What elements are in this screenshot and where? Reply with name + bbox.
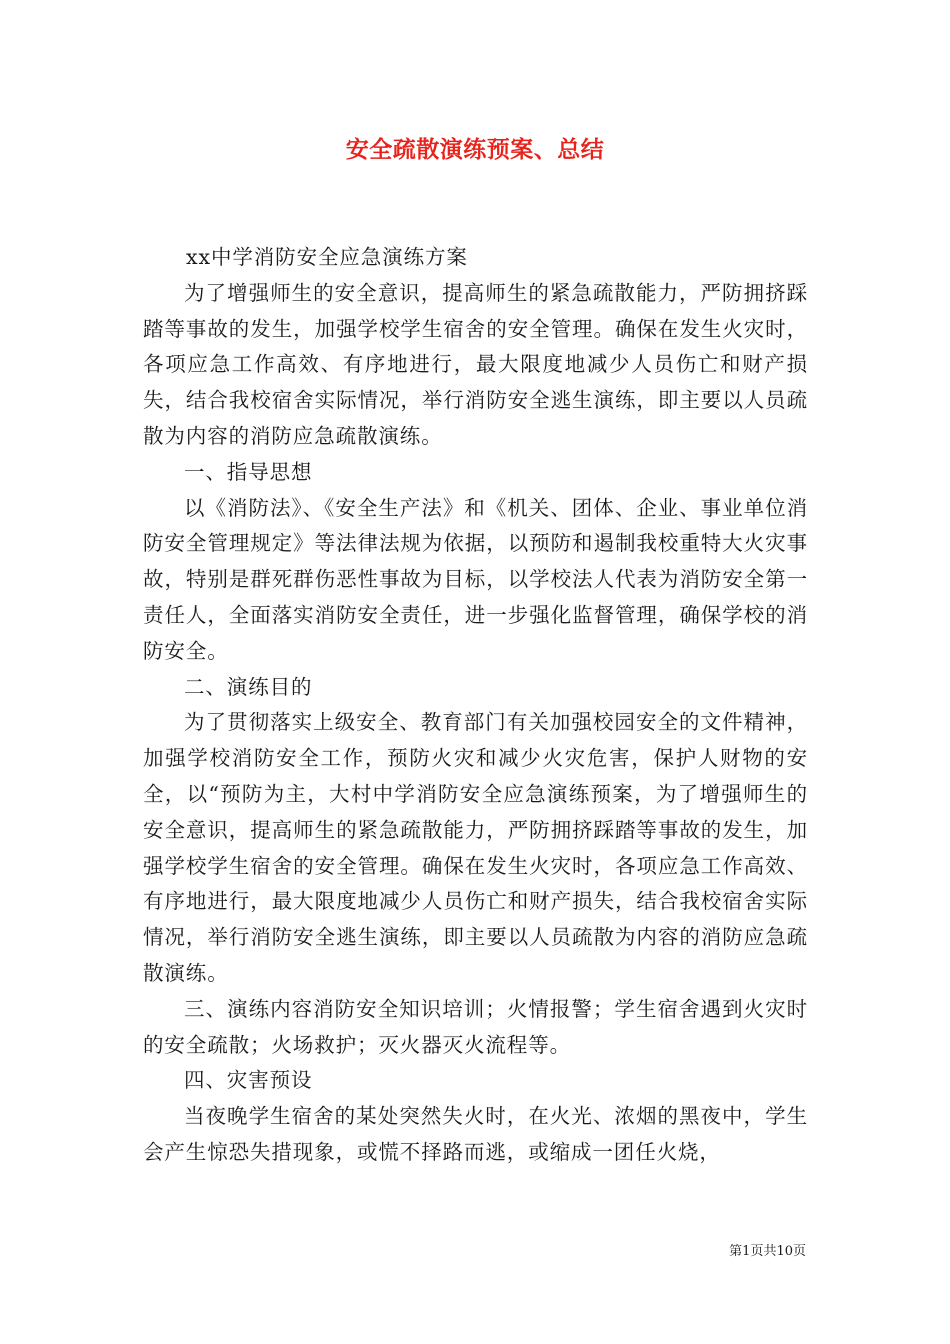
- section-heading-guiding-ideology: 一、指导思想: [184, 459, 313, 484]
- section-heading-drill-purpose: 二、演练目的: [184, 674, 313, 699]
- paragraph-guiding-ideology: 以《消防法》、《安全生产法》和《机关、团体、企业、事业单位消防安全管理规定》等法律法规为依据，以预防和遏制我校重特大火灾事故，特别是群死群伤恶性事故为目标，以学校法人代表为消防安全第一责任人，全面落实消防安全责任，进一步强化监督管理，确保学校的消防安全。: [143, 495, 808, 663]
- page-number: 第1页共10页: [729, 1244, 806, 1259]
- section-heading-disaster-scenario: 四、灾害预设: [184, 1068, 313, 1093]
- paragraph-intro: 为了增强师生的安全意识，提高师生的紧急疏散能力，严防拥挤踩踏等事故的发生，加强学校学生宿舍的安全管理。确保在发生火灾时，各项应急工作高效、有序地进行，最大限度地减少人员伤亡和财产损失，结合我校宿舍实际情况，举行消防安全逃生演练，即主要以人员疏散为内容的消防应急疏散演练。: [143, 280, 808, 448]
- paragraph-disaster-scenario: 当夜晚学生宿舍的某处突然失火时，在火光、浓烟的黑夜中，学生会产生惊恐失措现象，或慌不择路而逃，或缩成一团任火烧，: [143, 1104, 808, 1164]
- paragraph-drill-content: 三、演练内容消防安全知识培训；火情报警；学生宿舍遇到火灾时的安全疏散；火场救护；灭火器灭火流程等。: [143, 996, 808, 1057]
- paragraph-drill-purpose: 为了贯彻落实上级安全、教育部门有关加强校园安全的文件精神，加强学校消防安全工作，预防火灾和减少火灾危害，保护人财物的安全，以“预防为主，大村中学消防安全应急演练预案，为了增强师生的安全意识，提高师生的紧急疏散能力，严防拥挤踩踏等事故的发生，加强学校学生宿舍的安全管理。确保在发生火灾时，各项应急工作高效、有序地进行，最大限度地减少人员伤亡和财产损失，结合我校宿舍实际情况，举行消防安全逃生演练，即主要以人员疏散为内容的消防应急疏散演练。: [143, 710, 808, 985]
- document-subtitle: xx中学消防安全应急演练方案: [186, 245, 468, 269]
- page-title: 安全疏散演练预案、总结: [345, 136, 605, 163]
- document-body: [143, 240, 808, 1171]
